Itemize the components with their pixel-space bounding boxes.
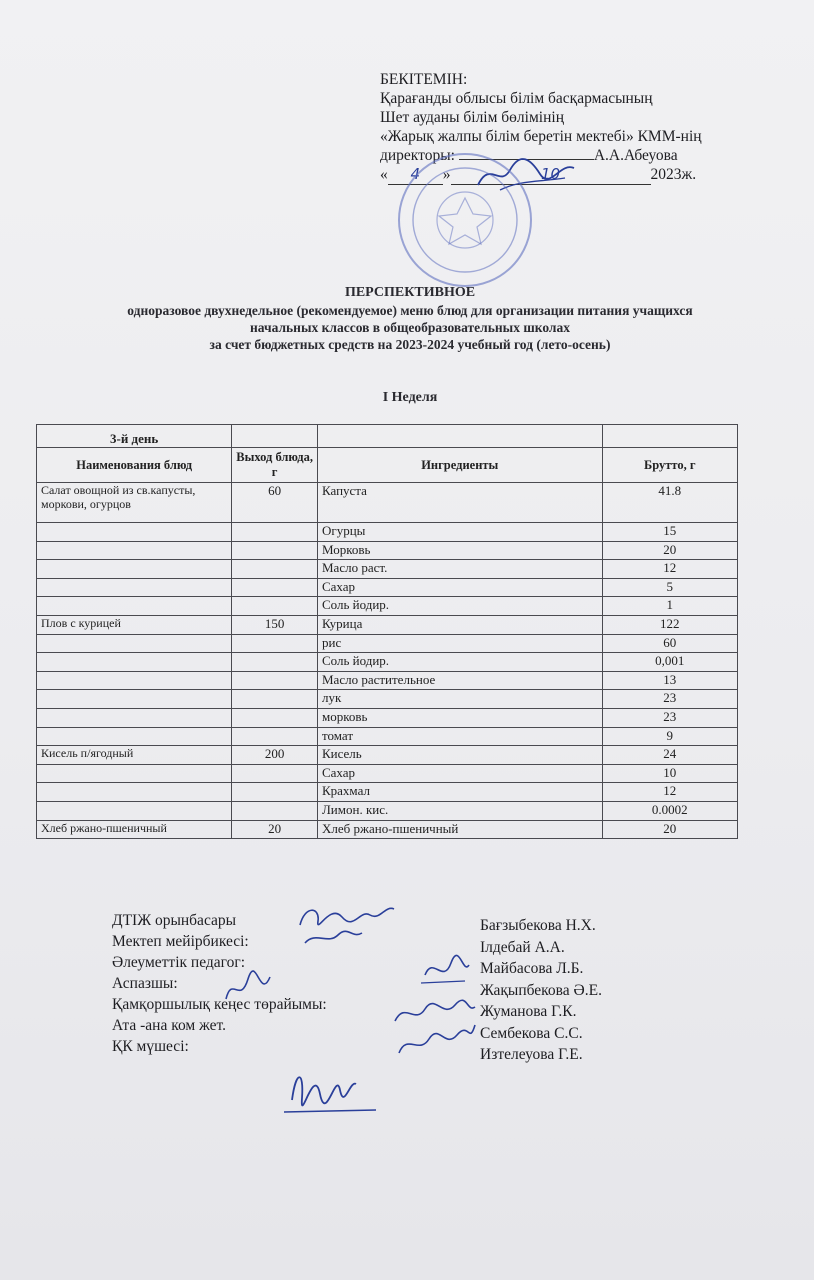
role-6: Ата -ана ком жет. bbox=[112, 1017, 226, 1034]
signature-deputy bbox=[290, 895, 400, 955]
dish-cell bbox=[37, 541, 232, 560]
gross-cell: 23 bbox=[602, 690, 737, 709]
table-row bbox=[37, 597, 738, 616]
ingredient-cell: Соль йодир. bbox=[317, 653, 602, 672]
gross-cell: 41.8 bbox=[602, 483, 737, 523]
dish-cell bbox=[37, 708, 232, 727]
table-row bbox=[37, 615, 738, 634]
name-6: Сембекова С.С. bbox=[480, 1024, 583, 1042]
name-4: Жақыпбекова Ә.Е. bbox=[480, 981, 602, 999]
table-row bbox=[37, 801, 738, 820]
table-row bbox=[37, 483, 738, 523]
signatory-names bbox=[480, 915, 602, 1066]
table-header-row bbox=[37, 448, 738, 483]
yield-cell bbox=[232, 634, 318, 653]
director-name: А.А.Абеуова bbox=[593, 147, 678, 164]
dish-cell bbox=[37, 671, 232, 690]
gross-cell: 20 bbox=[602, 541, 737, 560]
signature-cook bbox=[218, 965, 278, 1015]
document-subtitle bbox=[30, 302, 790, 353]
ingredient-cell: Сахар bbox=[317, 578, 602, 597]
table-row bbox=[37, 708, 738, 727]
yield-cell: 150 bbox=[232, 615, 318, 634]
table-row bbox=[37, 783, 738, 802]
subtitle-line-1: одноразовое двухнедельное (рекомендуемое) меню блюд для организации питания учащихся bbox=[127, 303, 693, 318]
table-day-row bbox=[37, 425, 738, 448]
header-gross: Брутто, г bbox=[602, 448, 737, 483]
official-stamp bbox=[395, 150, 535, 290]
dish-cell: Салат овощной из св.капусты, моркови, огурцов bbox=[37, 483, 232, 523]
yield-cell bbox=[232, 597, 318, 616]
director-label: директоры: bbox=[380, 147, 455, 164]
document-title: ПЕРСПЕКТИВНОЕ bbox=[344, 285, 476, 300]
role-1: ДТІЖ орынбасары bbox=[112, 912, 237, 929]
approval-line-3: «Жарық жалпы білім беретін мектебі» КММ-нің bbox=[380, 128, 702, 145]
table-row bbox=[37, 764, 738, 783]
gross-cell: 1 bbox=[602, 597, 737, 616]
gross-cell: 23 bbox=[602, 708, 737, 727]
subtitle-line-3: за счет бюджетных средств на 2023-2024 учебный год (лето-осень) bbox=[209, 337, 611, 352]
table-row bbox=[37, 541, 738, 560]
role-7: ҚК мүшесі: bbox=[112, 1038, 189, 1055]
week-label: I Неделя bbox=[382, 390, 438, 405]
menu-table bbox=[36, 424, 738, 839]
gross-cell: 0,001 bbox=[602, 653, 737, 672]
yield-cell bbox=[232, 671, 318, 690]
approval-title: БЕКІТЕМІН: bbox=[380, 71, 468, 88]
table-row bbox=[37, 820, 738, 839]
role-4: Аспазшы: bbox=[112, 975, 178, 992]
table-row bbox=[37, 578, 738, 597]
table-row bbox=[37, 727, 738, 746]
yield-cell bbox=[232, 523, 318, 542]
table-row bbox=[37, 671, 738, 690]
approval-line-2: Шет ауданы білім бөлімінің bbox=[380, 109, 564, 126]
ingredient-cell: Огурцы bbox=[317, 523, 602, 542]
ingredient-cell: томат bbox=[317, 727, 602, 746]
table-row bbox=[37, 690, 738, 709]
table-row bbox=[37, 653, 738, 672]
ingredient-cell: Сахар bbox=[317, 764, 602, 783]
yield-cell bbox=[232, 578, 318, 597]
header-yield: Выход блюда, г bbox=[232, 448, 318, 483]
dish-cell bbox=[37, 764, 232, 783]
gross-cell: 5 bbox=[602, 578, 737, 597]
yield-cell bbox=[232, 708, 318, 727]
header-dish: Наименования блюд bbox=[37, 448, 232, 483]
dish-cell bbox=[37, 783, 232, 802]
dish-cell: Плов с курицей bbox=[37, 615, 232, 634]
date-month: 10 bbox=[540, 165, 561, 183]
dish-cell bbox=[37, 634, 232, 653]
gross-cell: 9 bbox=[602, 727, 737, 746]
role-3: Әлеуметтік педагог: bbox=[112, 954, 246, 971]
yield-cell: 60 bbox=[232, 483, 318, 523]
name-1: Бағзыбекова Н.Х. bbox=[480, 917, 596, 934]
name-3: Майбасова Л.Б. bbox=[480, 960, 584, 977]
ingredient-cell: Крахмал bbox=[317, 783, 602, 802]
ingredient-cell: Масло растительное bbox=[317, 671, 602, 690]
gross-cell: 15 bbox=[602, 523, 737, 542]
date-quote-open: « bbox=[380, 166, 388, 183]
dish-cell: Хлеб ржано-пшеничный bbox=[37, 820, 232, 839]
ingredient-cell: Соль йодир. bbox=[317, 597, 602, 616]
approval-line-1: Қарағанды облысы білім басқармасының bbox=[380, 90, 653, 107]
name-2: Ілдебай А.А. bbox=[480, 938, 565, 956]
gross-cell: 10 bbox=[602, 764, 737, 783]
yield-cell: 200 bbox=[232, 746, 318, 765]
yield-cell bbox=[232, 727, 318, 746]
role-5: Қамқоршылық кеңес төрайымы: bbox=[112, 996, 327, 1013]
yield-cell bbox=[232, 560, 318, 579]
dish-cell bbox=[37, 578, 232, 597]
signature-council-chair bbox=[385, 995, 480, 1065]
dish-cell bbox=[37, 801, 232, 820]
ingredient-cell: Курица bbox=[317, 615, 602, 634]
table-row bbox=[37, 746, 738, 765]
gross-cell: 12 bbox=[602, 560, 737, 579]
ingredient-cell: лук bbox=[317, 690, 602, 709]
table-row bbox=[37, 634, 738, 653]
ingredient-cell: рис bbox=[317, 634, 602, 653]
yield-cell bbox=[232, 801, 318, 820]
table-row bbox=[37, 523, 738, 542]
dish-cell: Кисель п/ягодный bbox=[37, 746, 232, 765]
ingredient-cell: Морковь bbox=[317, 541, 602, 560]
gross-cell: 13 bbox=[602, 671, 737, 690]
signature-council-member bbox=[280, 1050, 380, 1120]
gross-cell: 12 bbox=[602, 783, 737, 802]
ingredient-cell: Капуста bbox=[317, 483, 602, 523]
gross-cell: 24 bbox=[602, 746, 737, 765]
dish-cell bbox=[37, 597, 232, 616]
yield-cell: 20 bbox=[232, 820, 318, 839]
date-quote-close: » bbox=[442, 166, 451, 183]
ingredient-cell: Лимон. кис. bbox=[317, 801, 602, 820]
ingredient-cell: морковь bbox=[317, 708, 602, 727]
ingredient-cell: Кисель bbox=[317, 746, 602, 765]
dish-cell bbox=[37, 727, 232, 746]
gross-cell: 122 bbox=[602, 615, 737, 634]
gross-cell: 0.0002 bbox=[602, 801, 737, 820]
dish-cell bbox=[37, 560, 232, 579]
yield-cell bbox=[232, 764, 318, 783]
menu-table-body bbox=[37, 483, 738, 839]
subtitle-line-2: начальных классов в общеобразовательных школах bbox=[250, 320, 570, 335]
gross-cell: 20 bbox=[602, 820, 737, 839]
date-day: 4 bbox=[410, 165, 421, 183]
role-2: Мектеп мейірбикесі: bbox=[112, 933, 249, 950]
yield-cell bbox=[232, 541, 318, 560]
gross-cell: 60 bbox=[602, 634, 737, 653]
dish-cell bbox=[37, 523, 232, 542]
signature-social-pedagogue bbox=[415, 945, 475, 995]
ingredient-cell: Хлеб ржано-пшеничный bbox=[317, 820, 602, 839]
yield-cell bbox=[232, 783, 318, 802]
date-year: 2023ж. bbox=[650, 166, 697, 183]
yield-cell bbox=[232, 653, 318, 672]
header-ingredients: Ингредиенты bbox=[317, 448, 602, 483]
name-5: Жуманова Г.К. bbox=[480, 1003, 577, 1020]
dish-cell bbox=[37, 690, 232, 709]
ingredient-cell: Масло раст. bbox=[317, 560, 602, 579]
table-row bbox=[37, 560, 738, 579]
yield-cell bbox=[232, 690, 318, 709]
day-label: 3-й день bbox=[37, 425, 232, 448]
name-7: Изтелеуова Г.Е. bbox=[480, 1046, 583, 1063]
dish-cell bbox=[37, 653, 232, 672]
